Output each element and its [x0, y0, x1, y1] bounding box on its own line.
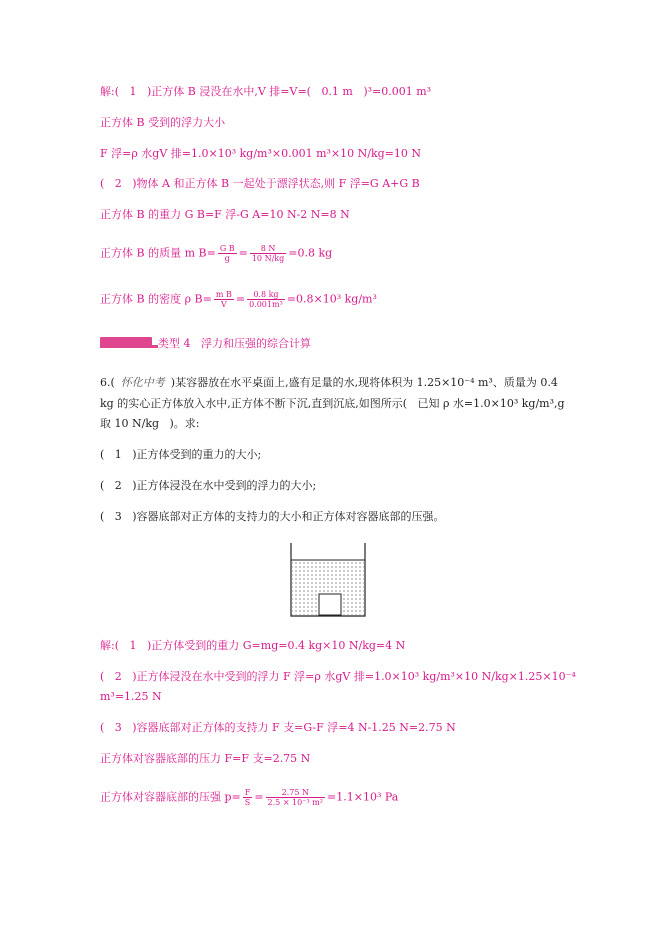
solution-6-step4: 正方体对容器底部的压力 F=F 支=2.75 N [100, 752, 311, 765]
solution-6-step1: 解:( 1 )正方体受到的重力 G=mg=0.4 kg×10 N/kg=4 N [100, 639, 406, 652]
question-6-line2: kg 的实心正方体放入水中,正方体不断下沉,直到沉底,如图所示( 已知 ρ 水=1.0×10³ kg/m³,g [100, 397, 565, 410]
question-6-line3: 取 10 N/kg )。求: [100, 417, 200, 430]
solution-6-step3: ( 3 )容器底部对正方体的支持力 F 支=G-F 浮=4 N-1.25 N=2.75 N [100, 721, 456, 734]
question-6-line1: 6.( 怀化中考 )某容器放在水平桌面上,盛有足量的水,现将体积为 1.25×10⁻⁴ m³、质量为 0.4 [100, 376, 558, 389]
question-6-sub1: ( 1 )正方体受到的重力的大小; [100, 448, 262, 461]
question-source: 怀化中考 [120, 376, 165, 389]
solution-6-step2a: ( 2 )正方体浸没在水中受到的浮力 F 浮=ρ 水gV 排=1.0×10³ kg/m³×10 N/kg×1.25×10⁻⁴ [100, 670, 576, 683]
section-heading: 类型 4 浮力和压强的综合计算 [158, 337, 311, 350]
solution-5-step2: 正方体 B 受到的浮力大小 [100, 116, 226, 129]
solution-5-step3: F 浮=ρ 水gV 排=1.0×10³ kg/m³×0.001 m³×10 N/kg=10 N [100, 147, 422, 160]
container-diagram [287, 541, 369, 619]
question-6-sub2: ( 2 )正方体浸没在水中受到的浮力的大小; [100, 479, 317, 492]
section-marker-underline [100, 345, 158, 348]
solution-5-step4: ( 2 )物体 A 和正方体 B 一起处于漂浮状态,则 F 浮=G A+G B [100, 177, 420, 190]
solution-5-density: 正方体 B 的密度 ρ B= $\frac{\text{m B}}{V}$ = $\frac{0.8 kg}{\text{0.001m³}}$ =0.8×10³ kg/m³ [100, 290, 377, 309]
solution-6-step2b: m³=1.25 N [100, 690, 162, 703]
solution-5-step1: 解:( 1 )正方体 B 浸没在水中,V 排=V=( 0.1 m )³=0.001 m³ [100, 85, 432, 98]
solution-5-step5: 正方体 B 的重力 G B=F 浮-G A=10 N-2 N=8 N [100, 208, 350, 221]
question-6-sub3: ( 3 )容器底部对正方体的支持力的大小和正方体对容器底部的压强。 [100, 510, 445, 523]
solution-5-mass: 正方体 B 的质量 m B= $\frac{\text{G B}}{g}$ = $\frac{8 N}{10 N/kg}$ =0.8 kg [100, 244, 333, 263]
cube-block [319, 594, 341, 615]
solution-6-pressure: 正方体对容器底部的压强 p= $\frac{F}{S}$ = $\frac{2.75 N}{\text{2.5 × 10⁻³ m²}}$ =1.1×10³ Pa [100, 788, 399, 807]
